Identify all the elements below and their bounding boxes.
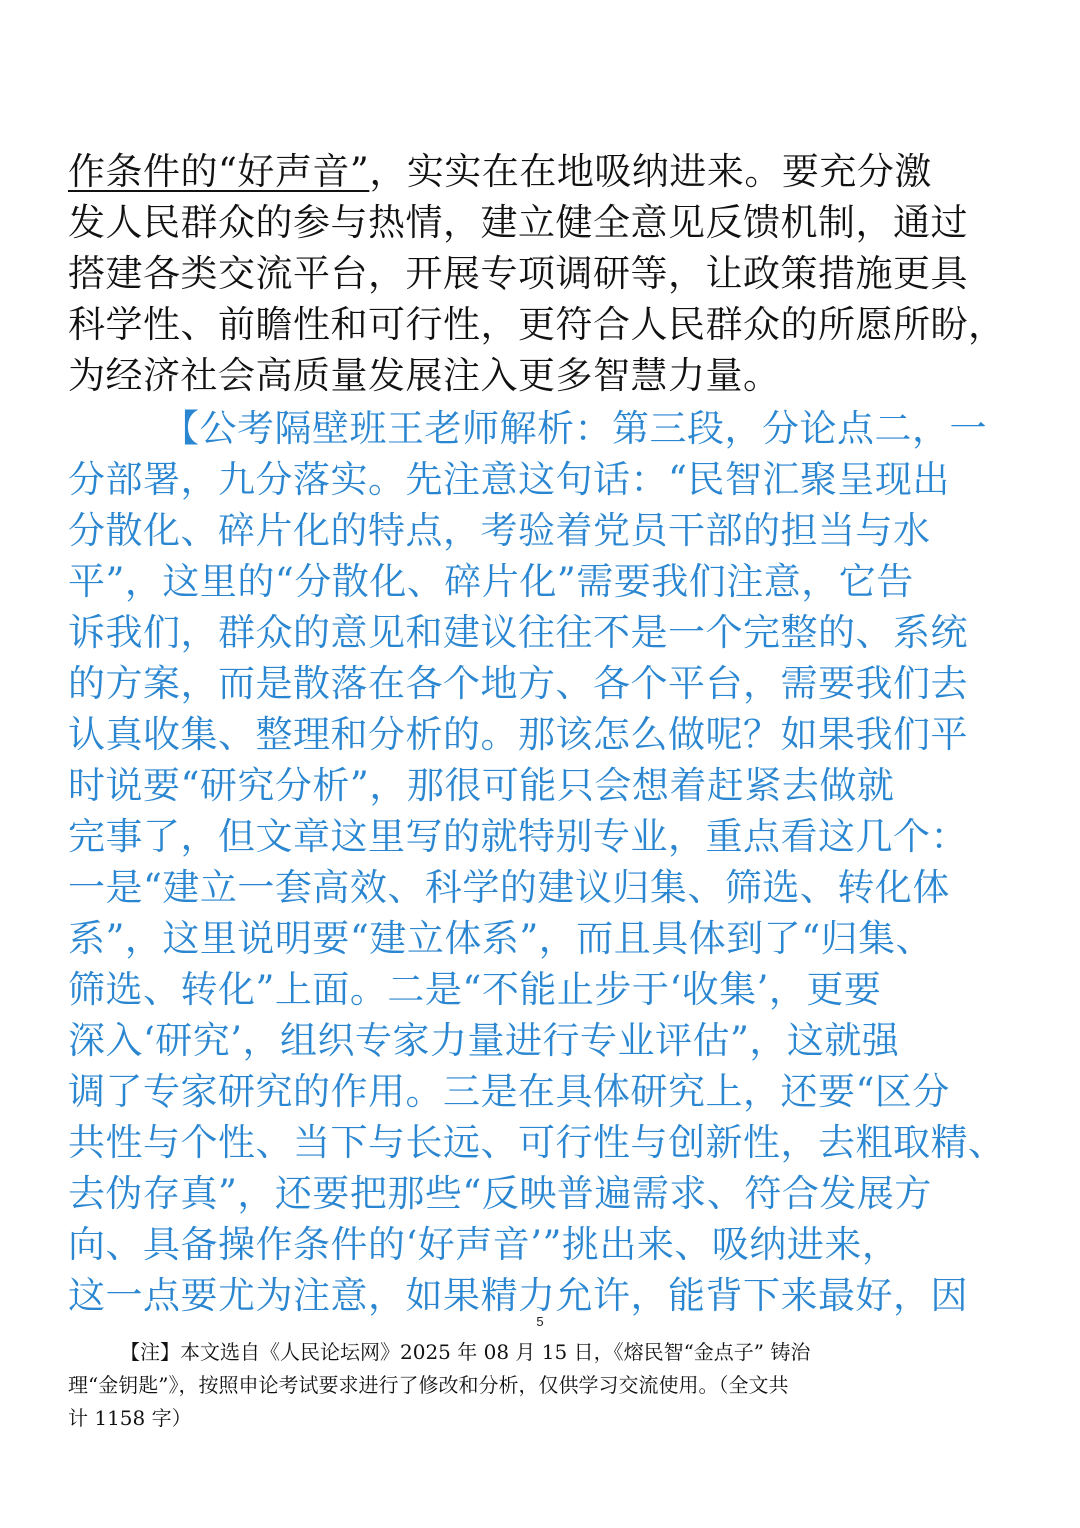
text-line: 深入‘研究’，组织专家力量进行专业评估”，这就强	[68, 1019, 900, 1062]
text-line: 向、具备操作条件的‘好声音’”挑出来、吸纳进来，	[68, 1223, 900, 1266]
text-line: 一是“建立一套高效、科学的建议归集、筛选、转化体	[68, 866, 950, 909]
underlined-phrase: 作条件的“好声音”	[68, 150, 370, 193]
text-line: 时说要“研究分析”，那很可能只会想着赶紧去做就	[68, 764, 895, 807]
text-line: 为经济社会高质量发展注入更多智慧力量。	[68, 354, 781, 397]
text-line: 系”，这里说明要“建立体系”，而且具体到了“归集、	[68, 917, 934, 960]
text-line	[68, 146, 1028, 197]
text-line: 发人民群众的参与热情，建立健全意见反馈机制，通过	[68, 201, 968, 244]
text-line: 调了专家研究的作用。三是在具体研究上，还要“区分	[68, 1070, 950, 1113]
paragraph-1	[68, 146, 1028, 401]
main-text-block	[68, 146, 1028, 1321]
text-line: 分部署，九分落实。先注意这句话：“民智汇聚呈现出	[68, 458, 950, 501]
text-line: 诉我们，群众的意见和建议往往不是一个完整的、系统	[68, 611, 968, 654]
text-line: 这一点要尤为注意，如果精力允许，能背下来最好，因	[68, 1274, 968, 1317]
text-span: 【公考隔壁班王老师解析：第三段，分论点二，一	[162, 407, 987, 450]
footnote-line: 【注】本文选自《人民论坛网》2025 年 08 月 15 日，《熔民智“金点子” 铸治	[120, 1340, 811, 1364]
text-line: 完事了，但文章这里写的就特别专业，重点看这几个：	[68, 815, 968, 858]
page-number: 5	[536, 1314, 544, 1329]
text-line: 的方案，而是散落在各个地方、各个平台，需要我们去	[68, 662, 968, 705]
footnote-line: 计 1158 字）	[68, 1406, 192, 1430]
text-line: 共性与个性、当下与长远、可行性与创新性，去粗取精、	[68, 1121, 1006, 1164]
text-line: 平”，这里的“分散化、碎片化”需要我们注意，它告	[68, 560, 914, 603]
text-line: 去伪存真”，还要把那些“反映普遍需求、符合发展方	[68, 1172, 932, 1215]
footnote	[68, 1336, 1028, 1435]
text-line: 搭建各类交流平台，开展专项调研等，让政策措施更具	[68, 252, 968, 295]
text-line: 认真收集、整理和分析的。那该怎么做呢？如果我们平	[68, 713, 968, 756]
text-line: 分散化、碎片化的特点，考验着党员干部的担当与水	[68, 509, 931, 552]
text-line: 筛选、转化”上面。二是“不能止步于‘收集’，更要	[68, 968, 882, 1011]
text-span: ，实实在在地吸纳进来。要充分激	[369, 150, 932, 193]
footnote-line: 理“金钥匙”》，按照申论考试要求进行了修改和分析，仅供学习交流使用。（全文共	[68, 1373, 789, 1397]
analysis-paragraph	[68, 403, 1028, 1321]
text-line	[68, 403, 1028, 454]
text-line: 科学性、前瞻性和可行性，更符合人民群众的所愿所盼，	[68, 303, 1006, 346]
